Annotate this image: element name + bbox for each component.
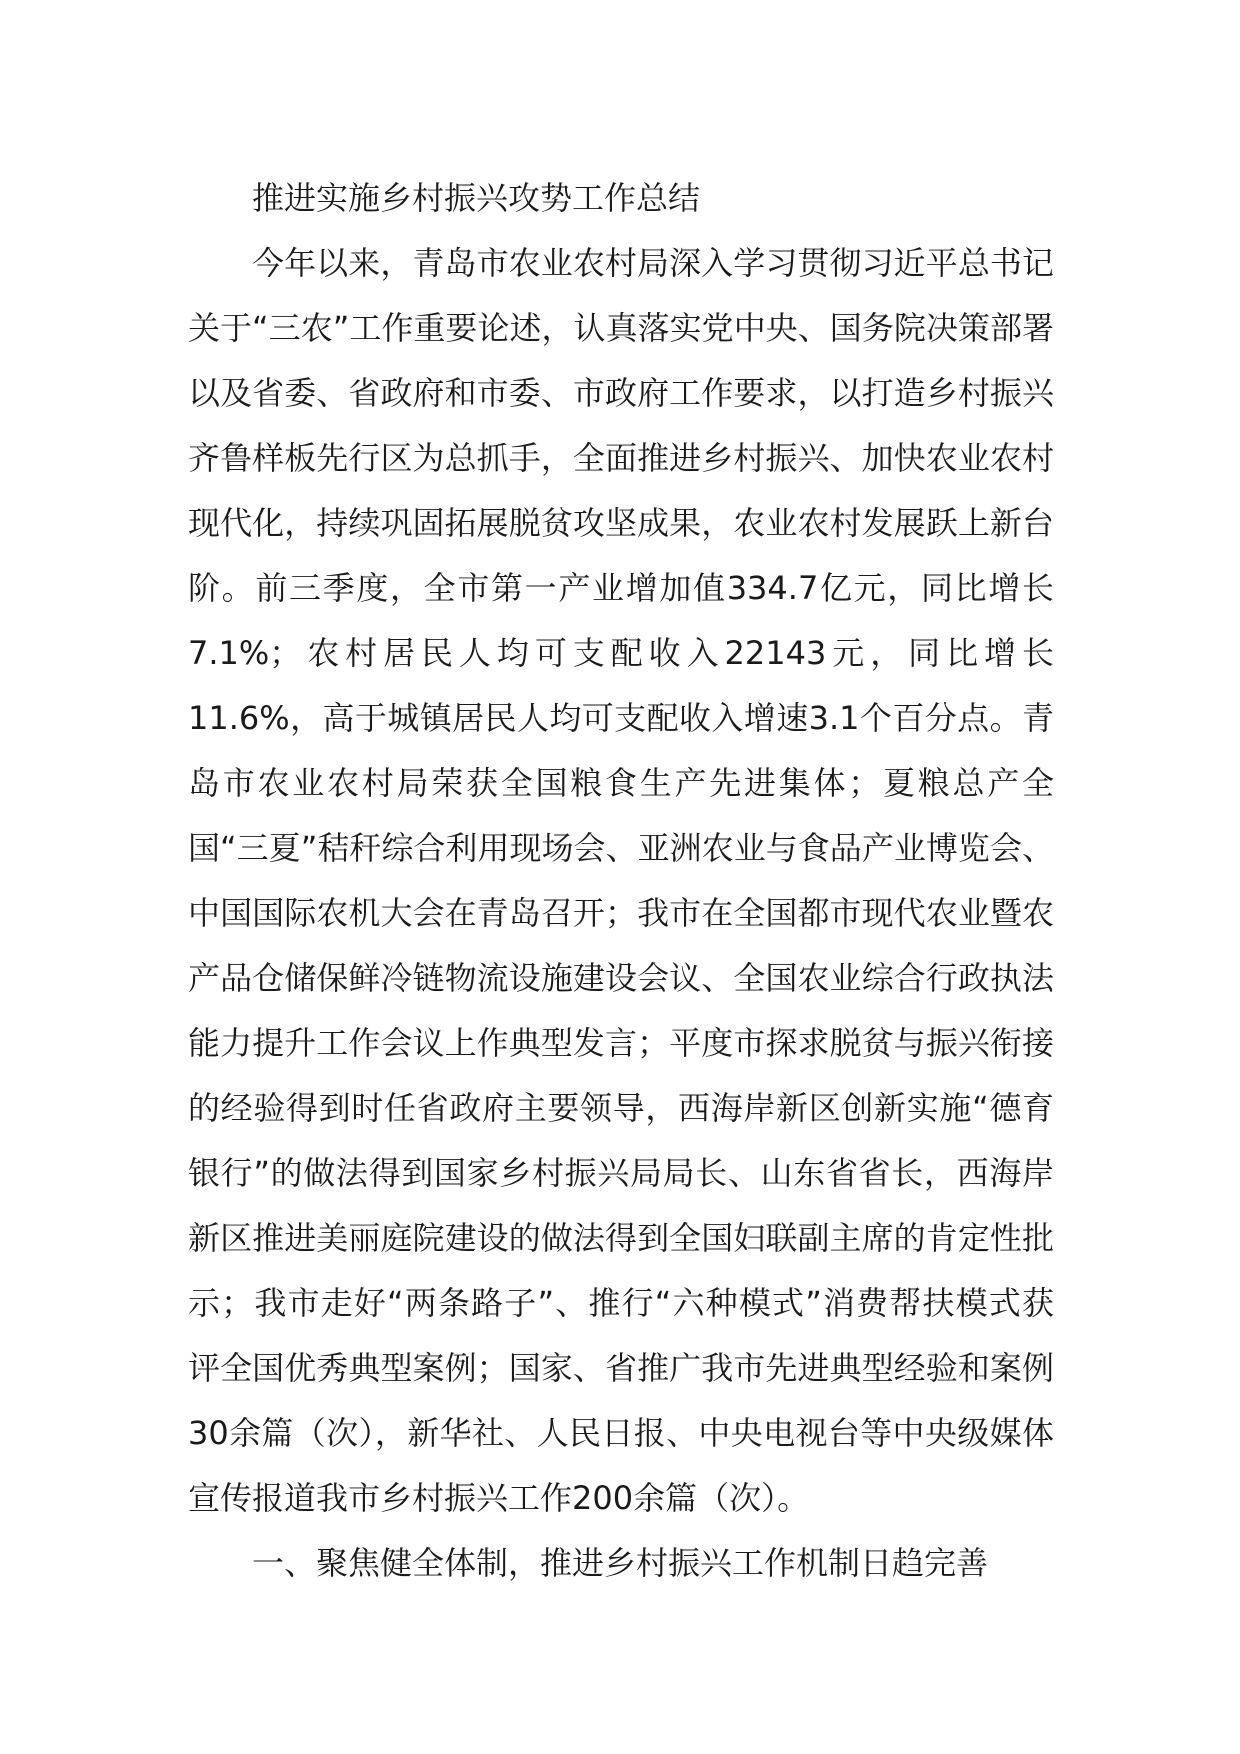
document-body [188,166,1054,1596]
document-title: 推进实施乡村振兴攻势工作总结 [252,179,701,217]
intro-paragraph: 今年以来，青岛市农业农村局深入学习贯彻习近平总书记关于“三农”工作重要论述，认真落实党中央、国务院决策部署以及省委、省政府和市委、市政府工作要求，以打造乡村振兴齐鲁样板先行区为总抓手，全面推进乡村振兴、加快农业农村现代化，持续巩固拓展脱贫攻坚成果，农业农村发展跃上新台阶。前三季度，全市第一产业增加值334.7亿元，同比增长7.1%；农村居民人均可支配收入22143元，同比增长11.6%，高于城镇居民人均可支配收入增速3.1个百分点。青岛市农业农村局荣获全国粮食生产先进集体；夏粮总产全国“三夏”秸秆综合利用现场会、亚洲农业与食品产业博览会、中国国际农机大会在青岛召开；我市在全国都市现代农业暨农产品仓储保鲜冷链物流设施建设会议、全国农业综合行政执法能力提升工作会议上作典型发言；平度市探求脱贫与振兴衔接的经验得到时任省政府主要领导，西海岸新区创新实施“德育银行”的做法得到国家乡村振兴局局长、山东省省长，西海岸新区推进美丽庭院建设的做法得到全国妇联副主席的肯定性批示；我市走好“两条路子”、推行“六种模式”消费帮扶模式获评全国优秀典型案例；国家、省推广我市先进典型经验和案例30余篇（次），新华社、人民日报、中央电视台等中央级媒体宣传报道我市乡村振兴工作200余篇（次）。 [188,244,1054,1517]
section-heading: 一、聚焦健全体制，推进乡村振兴工作机制日趋完善 [252,1544,989,1582]
